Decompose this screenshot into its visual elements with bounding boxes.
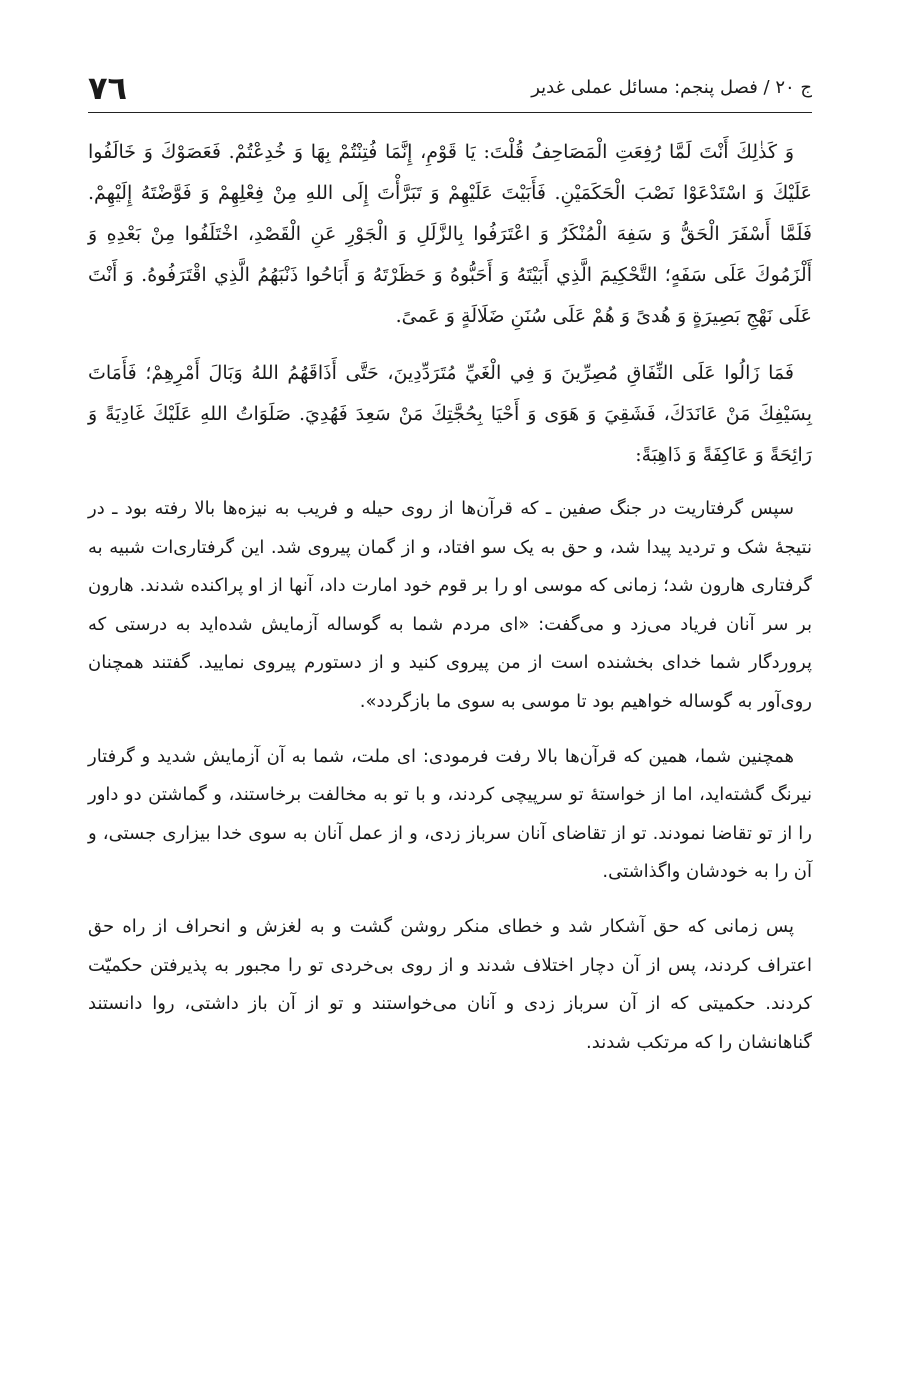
arabic-paragraph-2: فَمَا زَالُوا عَلَى النِّفَاقِ مُصِرِّينَ وَ فِي الْغَيِّ مُتَرَدِّدِينَ، حَتَّى أَذَاقَهُمُ اللهُ وَبَالَ أَمْرِهِمْ؛ فَأَمَاتَ بِسَيْفِكَ مَنْ عَانَدَكَ، فَشَقِيَ وَ هَوَى وَ أَحْيَا بِحُجَّتِكَ مَنْ سَعِدَ فَهُدِيَ. صَلَوَاتُ اللهِ عَلَيْكَ غَادِيَةً وَ رَائِحَةً وَ عَاكِفَةً وَ ذَاهِبَةً: (88, 362, 812, 466)
arabic-paragraph-1: وَ كَذٰلِكَ أَنْتَ لَمَّا رُفِعَتِ الْمَصَاحِفُ قُلْتَ: يَا قَوْمِ، إِنَّمَا فُتِنْتُمْ بِهَا وَ خُدِعْتُمْ. فَعَصَوْكَ وَ خَالَفُوا عَلَيْكَ وَ اسْتَدْعَوْا نَصْبَ الْحَكَمَيْنِ. فَأَبَيْتَ عَلَيْهِمْ وَ تَبَرَّأْتَ إِلَى اللهِ مِنْ فِعْلِهِمْ وَ فَوَّضْتَهُ إِلَيْهِمْ. فَلَمَّا أَسْفَرَ الْحَقُّ وَ سَفِهَ الْمُنْكَرُ وَ اعْتَرَفُوا بِالزَّلَلِ وَ الْجَوْرِ عَنِ الْقَصْدِ، اخْتَلَفُوا مِنْ بَعْدِهِ وَ أَلْزَمُوكَ عَلَى سَفَهٍ؛ التَّحْكِيمَ الَّذِي أَبَيْتَهُ وَ أَحَبُّوهُ وَ حَظَرْتَهُ وَ أَبَاحُوا ذَنْبَهُمُ الَّذِي اقْتَرَفُوهُ. وَ أَنْتَ عَلَى نَهْجِ بَصِيرَةٍ وَ هُدىً وَ هُمْ عَلَى سُنَنِ ضَلَالَةٍ وَ عَمىً. (88, 141, 812, 327)
persian-paragraph-3: پس زمانی که حق آشکار شد و خطای منکر روشن گشت و به لغزش و انحراف از راه حق اعتراف کردند، پس از آن دچار اختلاف شدند و از روی بی‌خردی تو را مجبور به پذیرفتن حکمیّت کردند. حکمیتی که از آن سرباز زدی و آنان می‌خواستند و تو از آن باز داشتی، روا دانستند گناهانشان را که مرتکب شدند. (88, 915, 812, 1053)
page-number: ٧٦ (88, 69, 128, 107)
persian-paragraph-1: سپس گرفتاریت در جنگ صفین ـ که قرآن‌ها از روی حیله و فریب به نیزه‌ها بالا رفته بود ـ در نتیجهٔ شک و تردید پیدا شد، و حق به یک سو افتاد، و از گمان پیروی شد. این گرفتاری‌ات شبیه به گرفتاری هارون شد؛ زمانی که موسی او را بر قوم خود امارت داد، آنها از او پراکنده شدند. هارون بر سر آنان فریاد می‌زد و می‌گفت: «ای مردم شما به گوساله آزمایش شده‌اید به درستی که پروردگار شما خدای بخشنده است از من پیروی کنید و از دستورم پیروی نمایید. گفتند همچنان روی‌آور به گوساله خواهیم بود تا موسی به سوی ما بازگردد». (88, 498, 812, 712)
running-head: ج ۲۰ / فصل پنجم: مسائل عملی غدیر (531, 77, 812, 98)
header-rule (88, 112, 812, 113)
page-body (88, 132, 812, 1078)
page-header (88, 66, 812, 110)
persian-paragraph-2: همچنین شما، همین که قرآن‌ها بالا رفت فرمودی: ای ملت، شما به آن آزمایش شدید و گرفتار نیرنگ گشته‌اید، اما از خواستهٔ تو سرپیچی کردند، و با تو به مخالفت برخاستند، و گماشتن دو داور را از تو تقاضا نمودند. تو از تقاضای آنان سرباز زدی، و از عمل آنان به سوی خدا بیزاری جستی، و آن را به خودشان واگذاشتی. (88, 745, 812, 883)
